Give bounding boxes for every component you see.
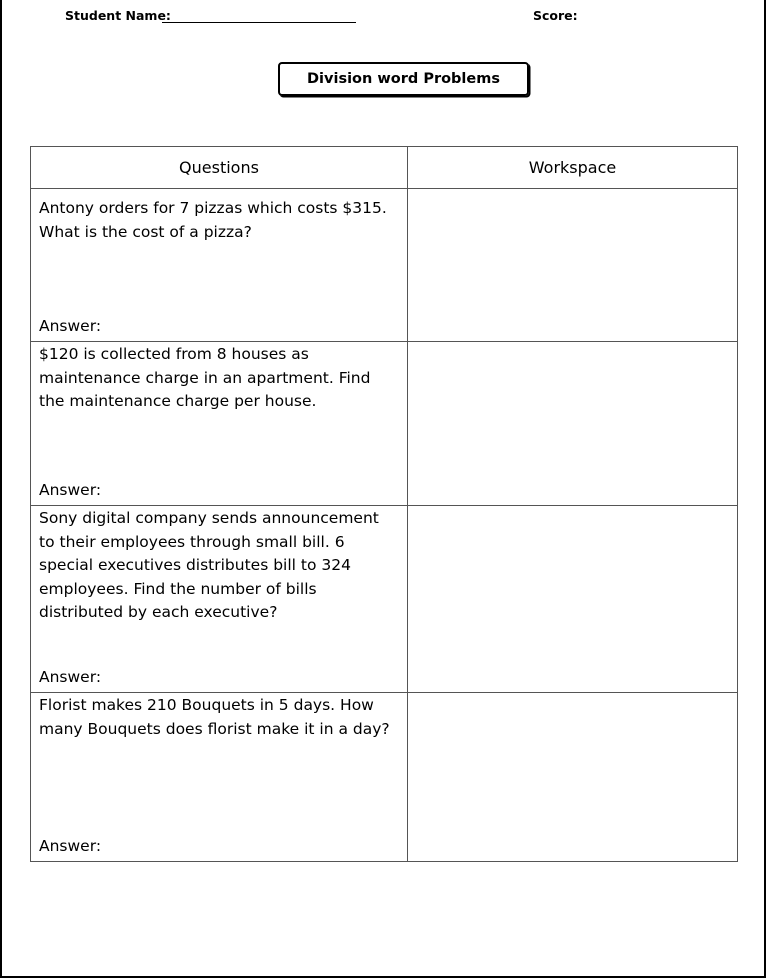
question-cell (31, 189, 408, 342)
question-cell (31, 506, 408, 693)
workspace-cell[interactable] (408, 189, 738, 342)
workspace-cell[interactable] (408, 506, 738, 693)
question-text: $120 is collected from 8 houses as maintenance charge in an apartment. Find the maintenance charge per house. (39, 345, 371, 410)
table-row (31, 189, 738, 342)
student-name-label: Student Name: (65, 8, 171, 23)
answer-label: Answer: (39, 480, 102, 499)
question-cell (31, 342, 408, 506)
table-row (31, 506, 738, 693)
questions-table (30, 146, 738, 862)
student-name-blank-line (162, 22, 356, 23)
answer-label: Answer: (39, 316, 102, 335)
questions-column-header: Questions (31, 147, 408, 189)
score-label: Score: (533, 8, 578, 23)
question-cell (31, 693, 408, 862)
table-header-row (31, 147, 738, 189)
table-row (31, 342, 738, 506)
answer-label: Answer: (39, 836, 102, 855)
table-row (31, 693, 738, 862)
question-text: Sony digital company sends announcement to their employees through small bill. 6 special executives distributes bill to 324 employees. Find the number of bills distributed by each executive? (39, 509, 379, 621)
worksheet-title: Division word Problems (278, 62, 529, 96)
workspace-column-header: Workspace (408, 147, 738, 189)
workspace-cell[interactable] (408, 342, 738, 506)
question-text: Antony orders for 7 pizzas which costs $315. What is the cost of a pizza? (39, 199, 387, 241)
workspace-cell[interactable] (408, 693, 738, 862)
answer-label: Answer: (39, 667, 102, 686)
question-text: Florist makes 210 Bouquets in 5 days. How many Bouquets does florist make it in a day? (39, 696, 390, 738)
worksheet-header (0, 7, 768, 27)
